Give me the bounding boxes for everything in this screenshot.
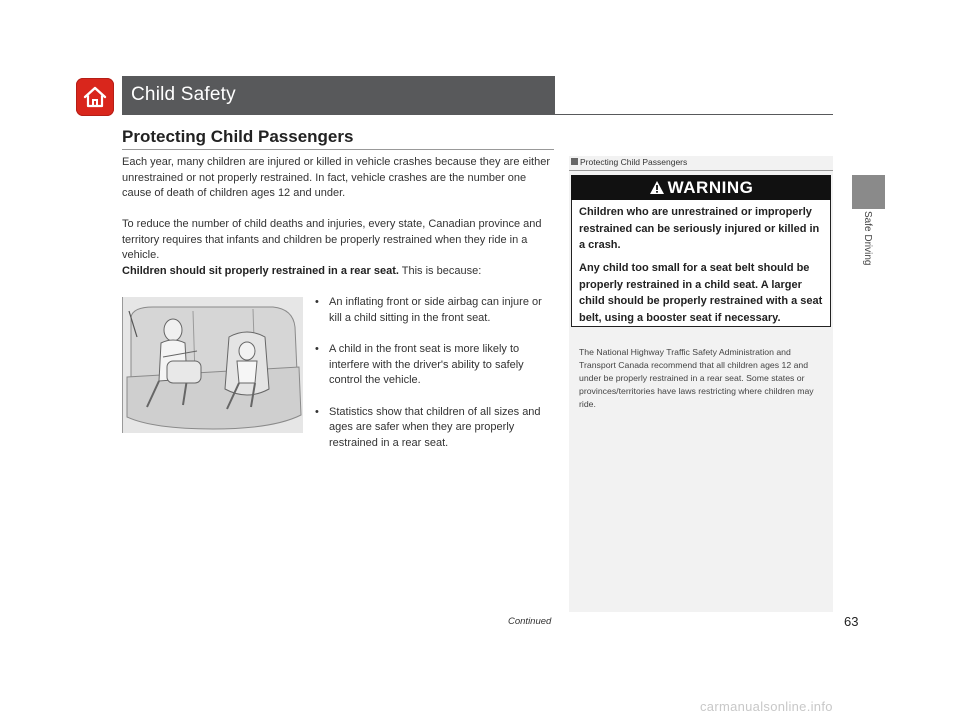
home-button[interactable]: [76, 78, 114, 116]
bullet-icon: •: [315, 343, 319, 355]
section-divider: [122, 114, 833, 115]
page-number: 63: [844, 614, 859, 629]
bullet-text: An inflating front or side airbag can injure or kill a child sitting in the front seat.: [329, 296, 542, 324]
rear-seat-rest: This is because:: [398, 265, 482, 277]
continued-label: Continued: [508, 616, 552, 627]
bullet-icon: •: [315, 405, 319, 418]
reference-icon: [571, 158, 578, 165]
side-tab-label: Safe Driving: [862, 211, 873, 266]
list-item: [315, 405, 555, 452]
home-icon: [82, 84, 108, 110]
list-item: [315, 342, 555, 389]
watermark: carmanualsonline.info: [700, 699, 833, 714]
rear-seat-children-illustration: [122, 297, 303, 433]
rear-seat-bold: Children should sit properly restrained in a rear seat.: [122, 265, 399, 277]
bullet-text: A child in the front seat is more likely to interfere with the driver's ability to safely control the vehicle.: [329, 343, 524, 386]
warning-text-1: Children who are unrestrained or improperly restrained can be seriously injured or killed in a crash.: [579, 206, 820, 251]
section-title: Child Safety: [122, 76, 555, 114]
list-item: [315, 295, 555, 326]
page-title: Protecting Child Passengers: [122, 127, 354, 146]
bullet-text: Statistics show that children of all sizes and ages are safer when they are properly restrained in a rear seat.: [329, 405, 541, 449]
reasons-list: [315, 295, 555, 467]
warning-label: WARNING: [667, 178, 754, 197]
law-paragraph: To reduce the number of child deaths and injuries, every state, Canadian province and territory requires that infants and children be properly restrained when they ride in a vehicle.: [122, 218, 542, 261]
bullet-icon: •: [315, 296, 319, 308]
sidebar-note: The National Highway Traffic Safety Administration and Transport Canada recommend that all children ages 12 and under be properly restrained in a rear seat. Some states or provinces/territories have laws restricting where children may ride.: [579, 347, 814, 409]
sidebar-heading: [569, 156, 833, 171]
sidebar-heading-text: Protecting Child Passengers: [580, 157, 688, 167]
side-tab-marker[interactable]: [852, 175, 885, 209]
intro-paragraph: Each year, many children are injured or killed in vehicle crashes because they are either unrestrained or not properly restrained. In fact, vehicle crashes are the number one cause of death of children ages 12 and under.: [122, 156, 551, 199]
rear-seat-paragraph: [122, 264, 554, 280]
warning-text-2: Any child too small for a seat belt should be properly restrained in a child seat. A larger child should be properly restrained with a seat belt, using a booster seat if necessary.: [579, 262, 823, 324]
title-divider: [122, 149, 554, 150]
warning-header: [571, 175, 831, 200]
warning-icon: [649, 180, 665, 195]
